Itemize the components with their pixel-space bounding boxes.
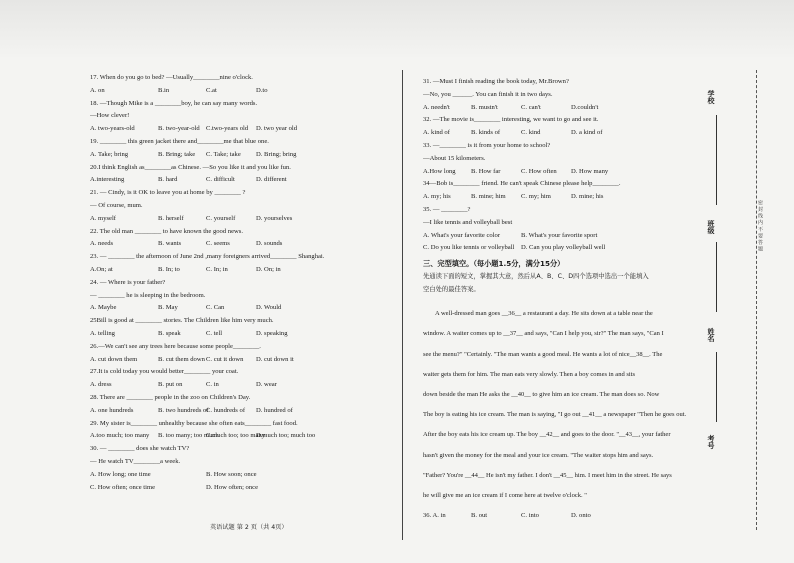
option: A.interesting bbox=[90, 176, 125, 184]
question-stem: 18. —Though Mike is a ________boy, he can say many words. bbox=[90, 99, 258, 107]
option: D.couldn't bbox=[571, 103, 599, 111]
option: A.too much; too many bbox=[90, 432, 150, 440]
option: A. How long; one time bbox=[90, 470, 151, 478]
name-line bbox=[716, 352, 717, 422]
school-line bbox=[716, 115, 717, 205]
option: C. In; in bbox=[206, 265, 228, 273]
question-stem: 31. —Must I finish reading the book today, Mr.Brown? bbox=[423, 78, 569, 85]
question-stem: 32. —The movie is________ interesting, we want to go and see it. bbox=[423, 116, 599, 124]
question-subline: — ________ he is sleeping in the bedroom. bbox=[90, 291, 206, 299]
option: D. onto bbox=[571, 512, 591, 520]
option: B. mine; him bbox=[471, 193, 506, 201]
question-stem: 26.—We can't see any trees here because some people________. bbox=[90, 342, 261, 350]
option: D. two year old bbox=[256, 125, 298, 133]
question-options bbox=[90, 174, 395, 187]
question-stem: 33. —________ is it from your home to school? bbox=[423, 141, 551, 149]
option: A. one hundreds bbox=[90, 406, 134, 414]
option: C. hundreds of bbox=[206, 406, 246, 414]
option: D. hundred of bbox=[256, 406, 293, 414]
passage-line: "Father? You're __44__ He isn't my father. I don't __45__ him. I meet him in the street. He says bbox=[423, 471, 672, 479]
question-subline: —About 15 kilometers. bbox=[423, 154, 486, 162]
option: B. too many; too much bbox=[158, 432, 219, 440]
option: B. In; to bbox=[158, 265, 180, 273]
question-subline: —No, you ______. You can finish it in two days. bbox=[423, 90, 553, 98]
option: D. yourselves bbox=[256, 214, 293, 222]
option: C. cut it down bbox=[206, 355, 244, 363]
question-stem: 19. ________ this green jacket there and________me that blue one. bbox=[90, 137, 269, 145]
question-stem: 20.I think English as________as Chinese. —So you like it and you like fun. bbox=[90, 163, 291, 171]
question-stem: 34—Bob is________ friend. He can't speak Chinese please help________. bbox=[423, 180, 621, 188]
passage-line: After the boy eats his ice cream up. The boy __42__ and goes to the door. "__43__, your father bbox=[423, 431, 671, 439]
option: C. in bbox=[206, 381, 219, 389]
option: C.at bbox=[206, 86, 217, 94]
number-label: 考号 bbox=[707, 435, 715, 449]
question-options bbox=[423, 166, 698, 179]
option: A. needn't bbox=[423, 103, 450, 111]
option: D. different bbox=[256, 176, 287, 184]
option: D. mine; his bbox=[571, 193, 604, 201]
option: C. kind bbox=[521, 129, 541, 137]
question-stem: 23. — ________ the afternoon of June 2nd ,many foreigners arrived________ Shanghai. bbox=[90, 253, 325, 261]
option: A. on bbox=[90, 86, 105, 94]
option: C.much too; too many bbox=[206, 432, 265, 440]
instruction-line: 空白处的最佳答案。 bbox=[423, 286, 480, 294]
option: B. Bring; take bbox=[158, 150, 196, 158]
question-options bbox=[90, 430, 395, 443]
option: D. speaking bbox=[256, 329, 288, 337]
option: D. How often; once bbox=[206, 483, 259, 491]
option: D. wear bbox=[256, 381, 277, 389]
option: C. yourself bbox=[206, 214, 236, 222]
option: A.How long bbox=[423, 167, 456, 175]
option: B. two-year-old bbox=[158, 125, 200, 133]
question-stem: 35. — ________? bbox=[423, 205, 471, 213]
cloze-passage bbox=[423, 304, 698, 506]
instruction-line: 先通读下面的短文，掌握其大意，然后从A、B、C、D四个选项中选出一个能填入 bbox=[423, 273, 649, 281]
option: B. kinds of bbox=[471, 129, 501, 137]
option: B. What's your favorite sport bbox=[521, 231, 598, 239]
question-options bbox=[90, 482, 395, 495]
option: A. telling bbox=[90, 329, 115, 337]
question-subline: — He watch TV________a week. bbox=[90, 457, 181, 465]
option: A. dress bbox=[90, 381, 112, 389]
option: A. needs bbox=[90, 240, 114, 248]
seal-text: 密 封 线 内 不 要 答 题 bbox=[757, 200, 763, 252]
passage-line: see the menu?" "Certainly. "The man wants a good meal. He wants a lot of nice__38__. The bbox=[423, 350, 663, 358]
question-options bbox=[423, 127, 698, 140]
option: B. mustn't bbox=[471, 103, 498, 111]
name-label: 姓名 bbox=[707, 328, 715, 342]
question-stem: 17. When do you go to bed? —Usually________nine o'clock. bbox=[90, 74, 253, 81]
question-options bbox=[423, 191, 698, 204]
option: A. two-years-old bbox=[90, 125, 135, 133]
option: A. Maybe bbox=[90, 304, 117, 312]
question-options bbox=[90, 354, 395, 367]
question-stem: 28. There are ________ people in the zoo on Children's Day. bbox=[90, 393, 251, 401]
option: D. cut down it bbox=[256, 355, 294, 363]
passage-line: A well-dressed man goes __36__ a restaurant a day. He sits down at a table near the bbox=[435, 310, 653, 318]
question-stem: 29. My sister is________ unhealthy because she often eats________ fast food. bbox=[90, 419, 298, 427]
option: D. Bring; bring bbox=[256, 150, 297, 158]
question-subline: — Of course, mum. bbox=[90, 201, 143, 209]
page-footer: 英语试题 第 2 页（共 4页） bbox=[210, 524, 288, 531]
option: D. How many bbox=[571, 167, 609, 175]
question-options bbox=[423, 242, 698, 255]
option: C. into bbox=[521, 512, 539, 520]
option: A. my; his bbox=[423, 193, 451, 201]
option: A. myself bbox=[90, 214, 117, 222]
option: D. Can you play volleyball well bbox=[521, 244, 606, 252]
option: B. hard bbox=[158, 176, 178, 184]
option: C. How often bbox=[521, 167, 557, 175]
option: B. cut them down bbox=[158, 355, 205, 363]
question-options bbox=[90, 123, 395, 136]
option: D.much too; much too bbox=[256, 432, 316, 440]
option: B. speak bbox=[158, 329, 181, 337]
option: B. herself bbox=[158, 214, 184, 222]
right-column bbox=[423, 76, 698, 523]
option: C. How often; once time bbox=[90, 483, 156, 491]
option: B. two hundreds of bbox=[158, 406, 209, 414]
question-options bbox=[90, 85, 395, 98]
question-stem: 30. — ________ does she watch TV? bbox=[90, 445, 190, 453]
passage-line: down beside the man He asks the __40__ to give him an ice cream. The man does so. Now bbox=[423, 390, 660, 398]
school-label: 学校 bbox=[707, 90, 715, 104]
option: C. my; him bbox=[521, 193, 551, 201]
option: C. Do you like tennis or volleyball bbox=[423, 244, 515, 252]
passage-line: The boy is eating his ice cream. The man is saying, "I go out __41__ a newspaper "Then he goes out. bbox=[423, 411, 687, 419]
option: D. a kind of bbox=[571, 129, 603, 137]
option: C. can't bbox=[521, 103, 541, 111]
question-stem: 22. The old man ________ to have known the good news. bbox=[90, 227, 243, 235]
question-options bbox=[90, 213, 395, 226]
class-label: 班级 bbox=[707, 220, 715, 234]
option: B. How soon; once bbox=[206, 470, 257, 478]
question-stem: 21. — Cindy, is it OK to leave you at home by ________ ? bbox=[90, 189, 246, 197]
question-options bbox=[90, 328, 395, 341]
option: D.to bbox=[256, 86, 268, 94]
question-options bbox=[423, 230, 698, 243]
passage-line: he will give me an ice cream if I come here at twelve o'clock. " bbox=[423, 491, 587, 499]
question-36-options bbox=[423, 510, 698, 523]
option: C. Can bbox=[206, 304, 225, 312]
option: B. wants bbox=[158, 240, 182, 248]
question-options bbox=[90, 264, 395, 277]
option: 36. A. in bbox=[423, 512, 446, 520]
column-divider bbox=[402, 70, 403, 540]
option: C. Take; take bbox=[206, 150, 241, 158]
seal-line bbox=[756, 70, 758, 530]
question-options bbox=[90, 302, 395, 315]
question-subline: —How clever! bbox=[90, 112, 130, 120]
question-options bbox=[423, 102, 698, 115]
option: A. kind of bbox=[423, 129, 450, 137]
option: B.in bbox=[158, 86, 170, 94]
option: A.On; at bbox=[90, 265, 113, 273]
option: A. Take; bring bbox=[90, 150, 129, 158]
option: D. Would bbox=[256, 304, 282, 312]
question-options bbox=[90, 469, 395, 482]
option: B. How far bbox=[471, 167, 501, 175]
question-stem: 27.It is cold today you would better________ your coat. bbox=[90, 368, 239, 376]
passage-line: window. A waiter comes up to __37__ and says, "Can I help you, sir?" The man says, "Can I bbox=[423, 330, 664, 338]
scan-shadow bbox=[0, 0, 794, 60]
section-title: 三、完型填空。（每小题1.5分，满分15分） bbox=[423, 259, 565, 269]
option: C.two-years old bbox=[206, 125, 249, 133]
option: B. May bbox=[158, 304, 178, 312]
option: A. cut down them bbox=[90, 355, 138, 363]
option: D. On; in bbox=[256, 265, 281, 273]
question-options bbox=[90, 405, 395, 418]
option: D. sounds bbox=[256, 240, 283, 248]
question-options bbox=[90, 238, 395, 251]
left-column bbox=[90, 72, 395, 494]
option: C. difficult bbox=[206, 176, 235, 184]
binding-strip bbox=[702, 70, 732, 510]
passage-line: waiter gets them for him. The man eats very slowly. Then a boy comes in and sits bbox=[423, 370, 635, 378]
question-options bbox=[90, 149, 395, 162]
question-stem: 25Bill is good at ________ stories. The Children like him very much. bbox=[90, 317, 274, 325]
class-line bbox=[716, 242, 717, 312]
question-subline: —I like tennis and volleyball best bbox=[423, 218, 513, 226]
option: C. tell bbox=[206, 329, 223, 337]
question-stem: 24. — Where is your father? bbox=[90, 278, 166, 286]
option: B. out bbox=[471, 512, 488, 520]
option: A. What's your favorite color bbox=[423, 231, 501, 239]
passage-line: hasn't given the money for the meal and your ice cream. "The waiter stops him and says. bbox=[423, 451, 654, 459]
question-options bbox=[90, 379, 395, 392]
option: B. put on bbox=[158, 381, 183, 389]
option: C. seems bbox=[206, 240, 230, 248]
right-questions bbox=[423, 76, 698, 255]
